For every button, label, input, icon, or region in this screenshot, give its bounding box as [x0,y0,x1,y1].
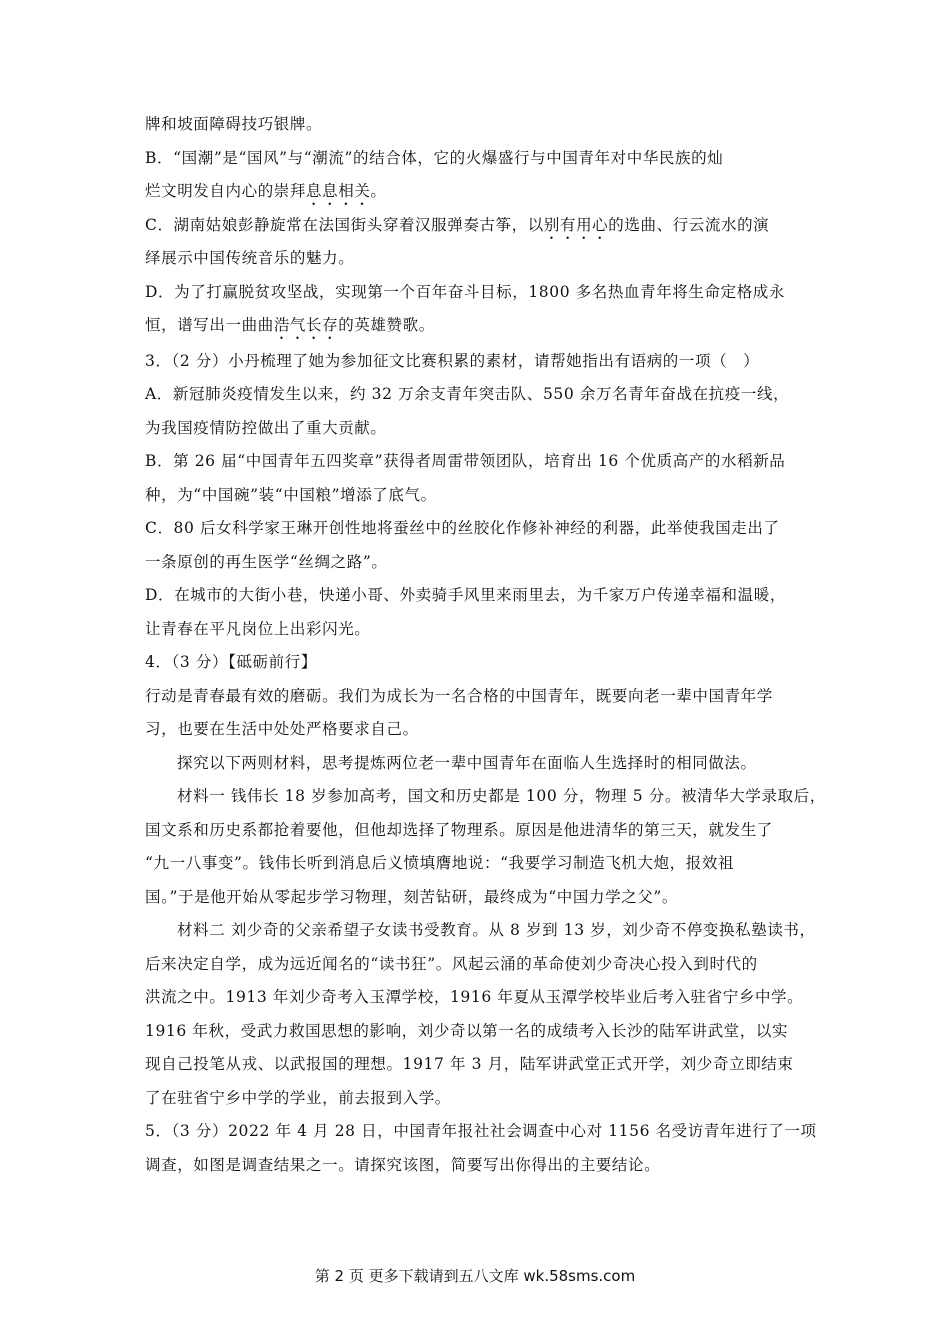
emphasized-phrase: 浩气长存 [273,316,339,334]
material-2-line5: 现自己投笔从戎、以武报国的理想。1917 年 3 月，陆军讲武堂正式开学，刘少奇立即结束 [145,1055,794,1073]
emphasized-phrase: 别有用心 [543,215,609,234]
q3-option-b-line2: 种，为“中国碗”装“中国粮”增添了底气。 [145,485,437,504]
question-3-stem: 3．（2 分）小丹梳理了她为参加征文比赛积累的素材，请帮她指出有语病的一项（ ） [145,351,760,370]
question-4-stem: 4．（3 分）【砥砺前行】 [145,653,317,671]
q3-option-a-line1: A．新冠肺炎疫情发生以来，约 32 万余支青年突击队、550 余万名青年奋战在抗疫一线， [145,385,790,403]
q2-option-c-line1 [145,209,810,243]
q2-option-b-line2 [145,175,810,209]
q2-option-b-line1: B．“国潮”是“国风”与“潮流”的结合体，它的火爆盛行与中国青年对中华民族的灿 [145,148,724,167]
q3-option-c-line2: 一条原创的再生医学“丝绸之路”。 [145,552,388,571]
question-5-stem-line1: 5．（3 分）2022 年 4 月 28 日，中国青年报社社会调查中心对 1156 名受访青年进行了一项 [145,1122,817,1140]
q3-option-a-line2: 为我国疫情防控做出了重大贡献。 [145,418,387,437]
text-segment: 的选曲、行云流水的演 [608,215,770,234]
text-segment: 。 [370,182,387,200]
emphasized-phrase: 息息相关 [306,182,371,200]
page-footer: 第 2 页 更多下载请到五八文库 wk.58sms.com [314,1267,636,1285]
material-2-line4: 1916 年秋，受武力救国思想的影响，刘少奇以第一名的成绩考入长沙的陆军讲武堂，以实 [145,1021,789,1040]
q4-paragraph-line2: 习，也要在生活中处处严格要求自己。 [145,720,419,738]
material-2-line6: 了在驻省宁乡中学的学业，前去报到入学。 [145,1088,451,1107]
material-2-line2: 后来决定自学，成为远近闻名的“读书狂”。风起云涌的革命使刘少奇决心投入到时代的 [145,954,758,973]
material-2-line3: 洪流之中。1913 年刘少奇考入玉潭学校，1916 年夏从玉潭学校毕业后考入驻省宁乡中学。 [145,988,804,1006]
material-1-line3: “九一八事变”。钱伟长听到消息后义愤填膺地说：“我要学习制造飞机大炮，报效祖 [145,854,735,872]
q2-option-d-line2 [145,309,810,343]
material-2-line1: 材料二 刘少奇的父亲希望子女读书受教育。从 8 岁到 13 岁，刘少奇不停变换私塾读书， [177,921,816,939]
q2-option-d-line1: D．为了打赢脱贫攻坚战，实现第一个百年奋斗目标，1800 多名热血青年将生命定格成永 [145,282,786,301]
material-1-line1: 材料一 钱伟长 18 岁参加高考，国文和历史都是 100 分，物理 5 分。被清华大学录取后， [177,787,826,805]
text-segment: 烂文明发自内心的崇拜 [145,182,307,200]
q4-instruction: 探究以下两则材料，思考提炼两位老一辈中国青年在面临人生选择时的相同做法。 [177,753,757,772]
q3-option-d-line1: D．在城市的大街小巷，快递小哥、外卖骑手风里来雨里去，为千家万户传递幸福和温暖， [145,586,786,604]
material-1-line2: 国文系和历史系都抢着要他，但他却选择了物理系。原因是他进清华的第三天，就发生了 [145,820,773,839]
q2-option-c-line2: 绎展示中国传统音乐的魅力。 [145,249,355,267]
material-1-line4: 国。”于是他开始从零起步学习物理，刻苦钻研，最终成为“中国力学之父”。 [145,887,679,906]
text-segment: C．湖南姑娘彭静旋常在法国街头穿着汉服弹奏古筝，以 [145,215,544,234]
text-segment: 的英雄赞歌。 [338,316,435,334]
text-segment: 恒，谱写出一曲曲 [145,316,274,334]
q4-paragraph-line1: 行动是青春最有效的磨砺。我们为成长为一名合格的中国青年，既要向老一辈中国青年学 [145,686,773,705]
q3-option-d-line2: 让青春在平凡岗位上出彩闪光。 [145,619,371,638]
page-content [145,108,826,1182]
q3-option-c-line1: C．80 后女科学家王琳开创性地将蚕丝中的丝胶化作修补神经的利器，此举使我国走出了 [145,519,780,537]
text-line: 牌和坡面障碍技巧银牌。 [145,115,323,133]
question-5-stem-line2: 调查，如图是调查结果之一。请探究该图，简要写出你得出的主要结论。 [145,1155,661,1174]
q3-option-b-line1: B．第 26 届“中国青年五四奖章”获得者周雷带领团队，培育出 16 个优质高产的水稻新品 [145,452,786,470]
